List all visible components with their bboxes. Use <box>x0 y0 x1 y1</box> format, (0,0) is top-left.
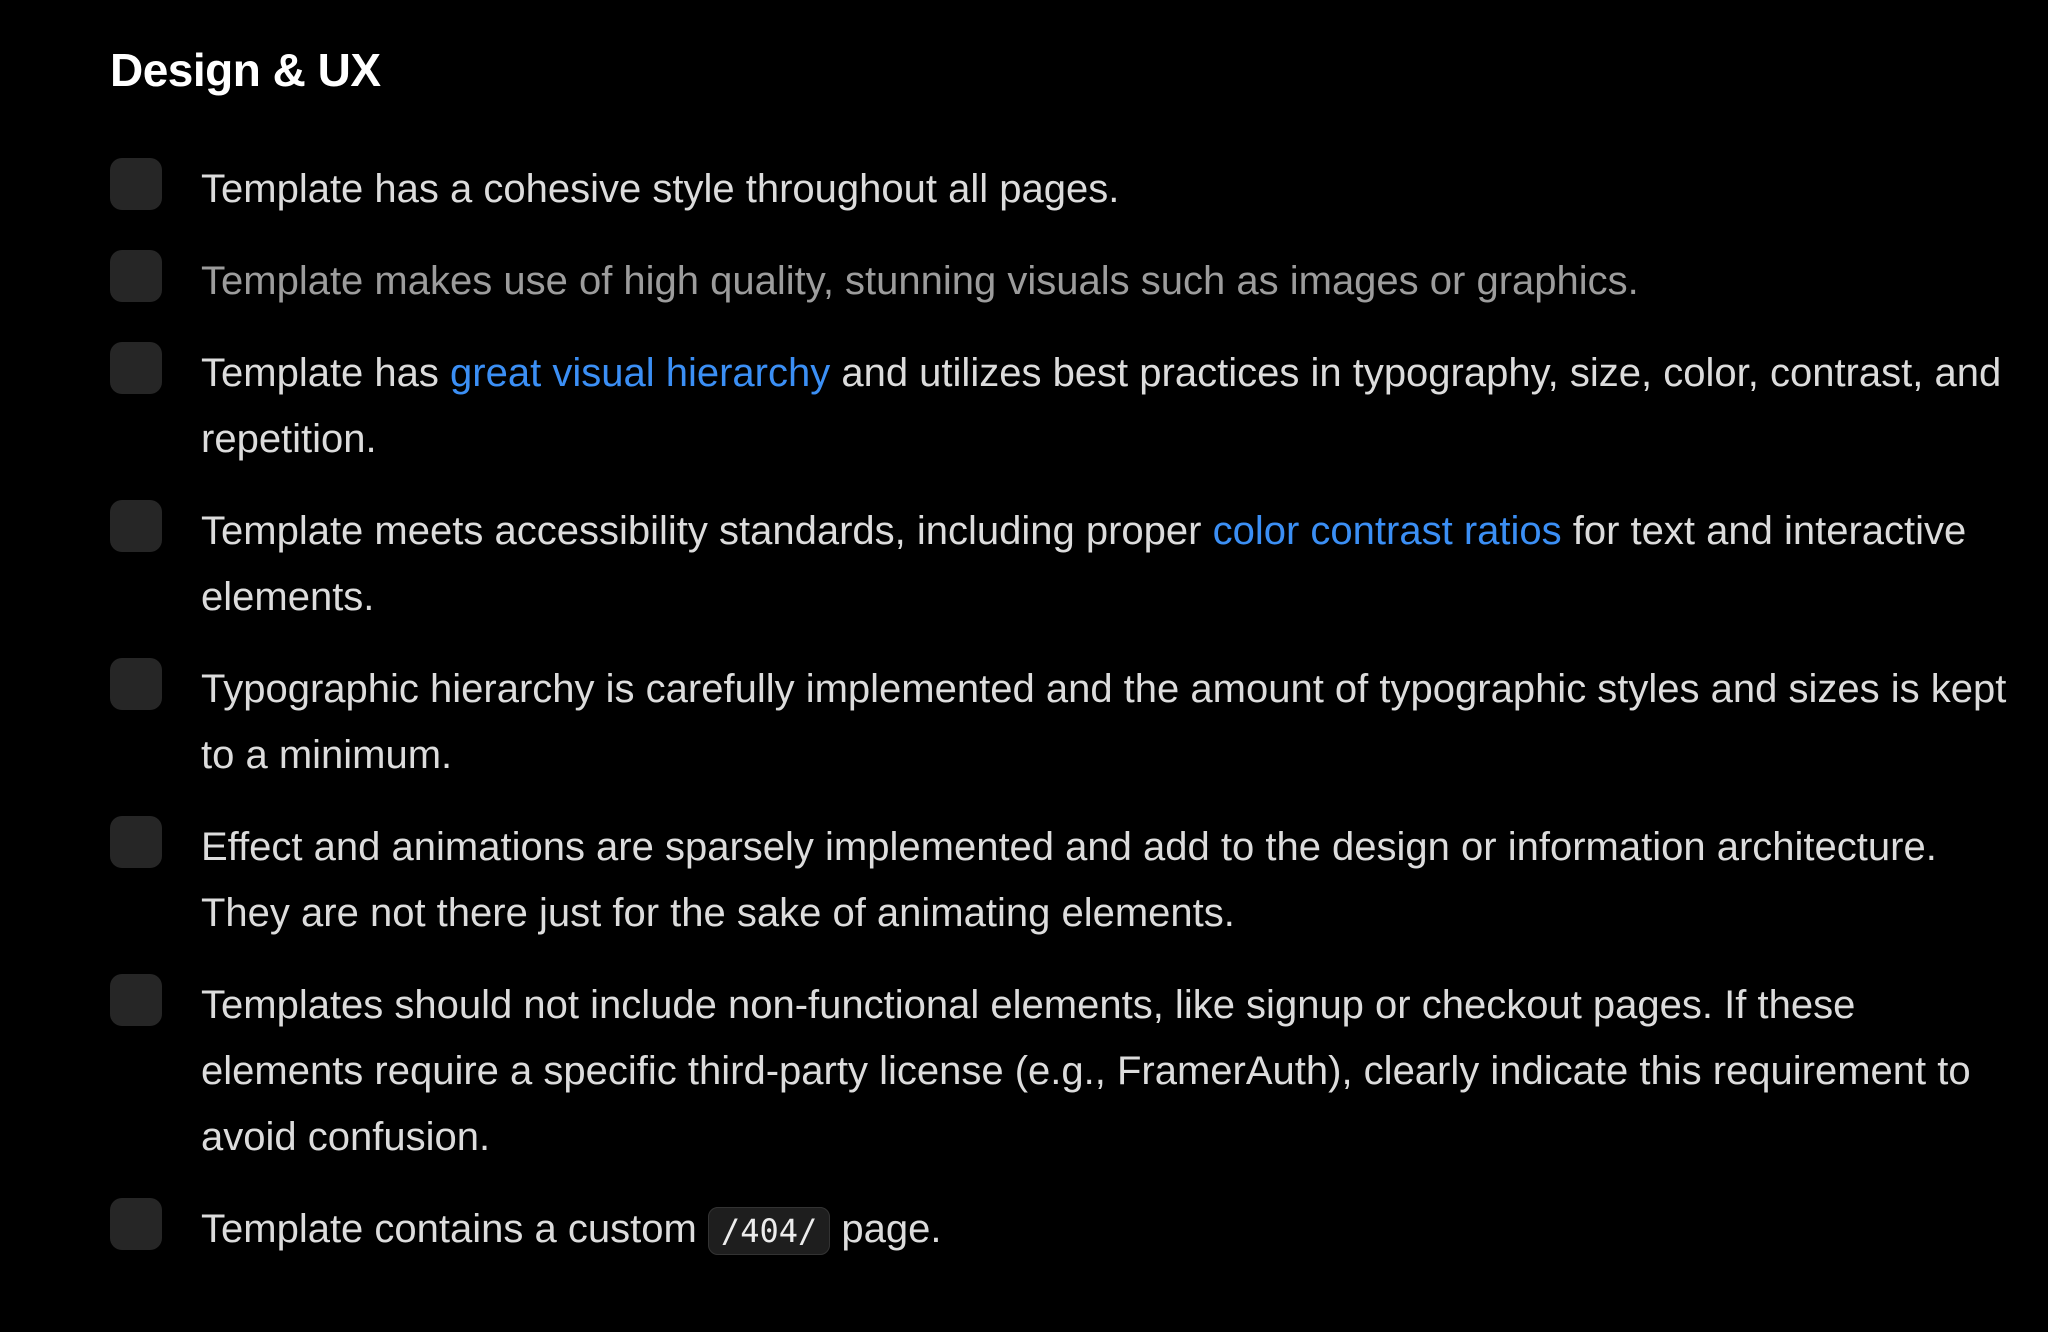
visual-hierarchy-link[interactable]: great visual hierarchy <box>450 351 831 395</box>
checkbox[interactable] <box>110 342 162 394</box>
item-text <box>201 1196 941 1264</box>
item-text-after: page. <box>830 1207 942 1251</box>
item-text-content: Effect and animations are sparsely implemented and add to the design or information architecture. They are not there just for the sake of animating elements. <box>201 825 1937 935</box>
checkbox[interactable] <box>110 158 162 210</box>
item-text <box>201 972 2010 1170</box>
item-text-content: Template makes use of high quality, stunning visuals such as images or graphics. <box>201 259 1639 303</box>
color-contrast-link[interactable]: color contrast ratios <box>1212 509 1562 553</box>
section-title: Design & UX <box>110 44 381 96</box>
checkbox[interactable] <box>110 658 162 710</box>
item-text <box>201 248 1639 314</box>
checkbox[interactable] <box>110 816 162 868</box>
item-text-content: Templates should not include non-functional elements, like signup or checkout pages. If these elements require a specific third-party license (e.g., FramerAuth), clearly indicate this requirement to avoid confusion. <box>201 983 1971 1159</box>
item-text <box>201 814 2010 946</box>
checklist-item <box>110 972 2010 1170</box>
item-text-content: Typographic hierarchy is carefully implemented and the amount of typographic styles and sizes is kept to a minimum. <box>201 667 2007 777</box>
checkbox[interactable] <box>110 1198 162 1250</box>
checklist-item <box>110 156 2010 222</box>
item-text <box>201 340 2010 472</box>
code-snippet-404: /404/ <box>708 1207 830 1255</box>
design-ux-section <box>110 36 2010 1290</box>
checkbox[interactable] <box>110 500 162 552</box>
checklist <box>110 156 2010 1264</box>
item-text-after: for text and interactive elements. <box>201 509 1967 619</box>
checklist-item <box>110 248 2010 314</box>
checklist-item <box>110 498 2010 630</box>
checklist-item <box>110 814 2010 946</box>
item-text-after: and utilizes best practices in typography, size, color, contrast, and repetition. <box>201 351 2002 461</box>
checklist-item <box>110 340 2010 472</box>
item-text-before: Template contains a custom <box>201 1207 708 1251</box>
checklist-item <box>110 1196 2010 1264</box>
checkbox[interactable] <box>110 250 162 302</box>
item-text <box>201 498 2010 630</box>
item-text-before: Template has <box>201 351 451 395</box>
item-text-content: Template has a cohesive style throughout all pages. <box>201 167 1120 211</box>
checkbox[interactable] <box>110 974 162 1026</box>
item-text <box>201 656 2010 788</box>
item-text <box>201 156 1119 222</box>
item-text-before: Template meets accessibility standards, including proper <box>201 509 1213 553</box>
checklist-item <box>110 656 2010 788</box>
